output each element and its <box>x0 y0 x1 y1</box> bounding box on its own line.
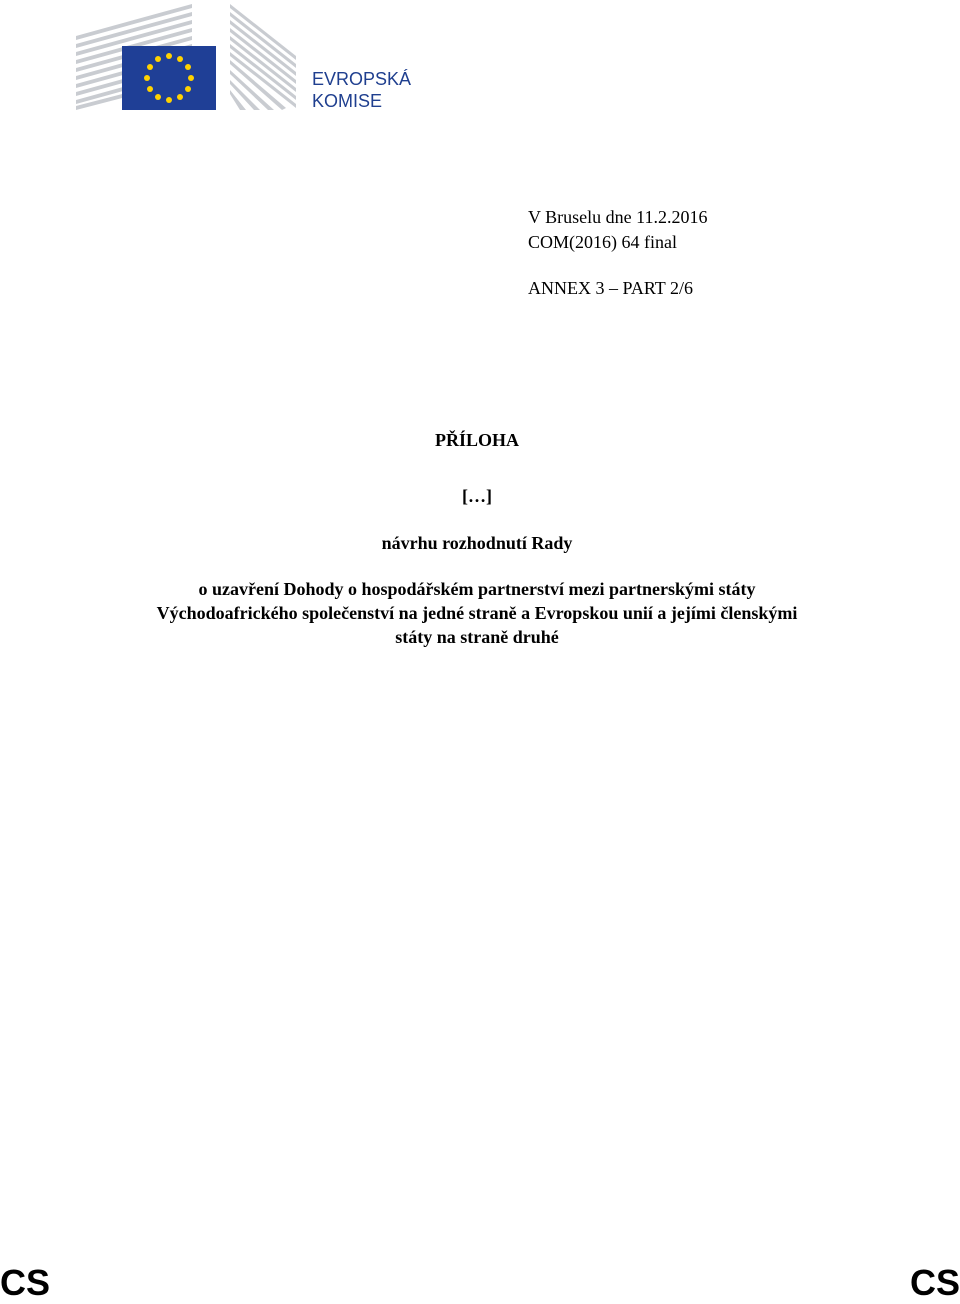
document-reference: COM(2016) 64 final <box>528 232 677 252</box>
annex-title: PŘÍLOHA <box>434 430 519 450</box>
description-line: o uzavření Dohody o hospodářském partnerství mezi partnerskými státy <box>198 579 756 599</box>
description-line: Východoafrického společenství na jedné straně a Evropskou unií a jejími členskými <box>156 603 798 623</box>
document-subtitle: návrhu rozhodnutí Rady <box>381 533 573 553</box>
organization-name-line2: KOMISE <box>312 91 383 111</box>
organization-name-line1: EVROPSKÁ <box>312 69 412 89</box>
omission-marker: […] <box>462 486 492 506</box>
document-description <box>0 577 954 649</box>
document-date: V Bruselu dne 11.2.2016 <box>528 207 708 227</box>
language-code-left: CS <box>0 1262 51 1303</box>
description-line: státy na straně druhé <box>395 627 559 647</box>
language-code-right: CS <box>909 1262 960 1303</box>
organization-name <box>312 68 411 112</box>
european-commission-logo-icon <box>74 0 304 112</box>
annex-part: ANNEX 3 – PART 2/6 <box>528 278 693 298</box>
